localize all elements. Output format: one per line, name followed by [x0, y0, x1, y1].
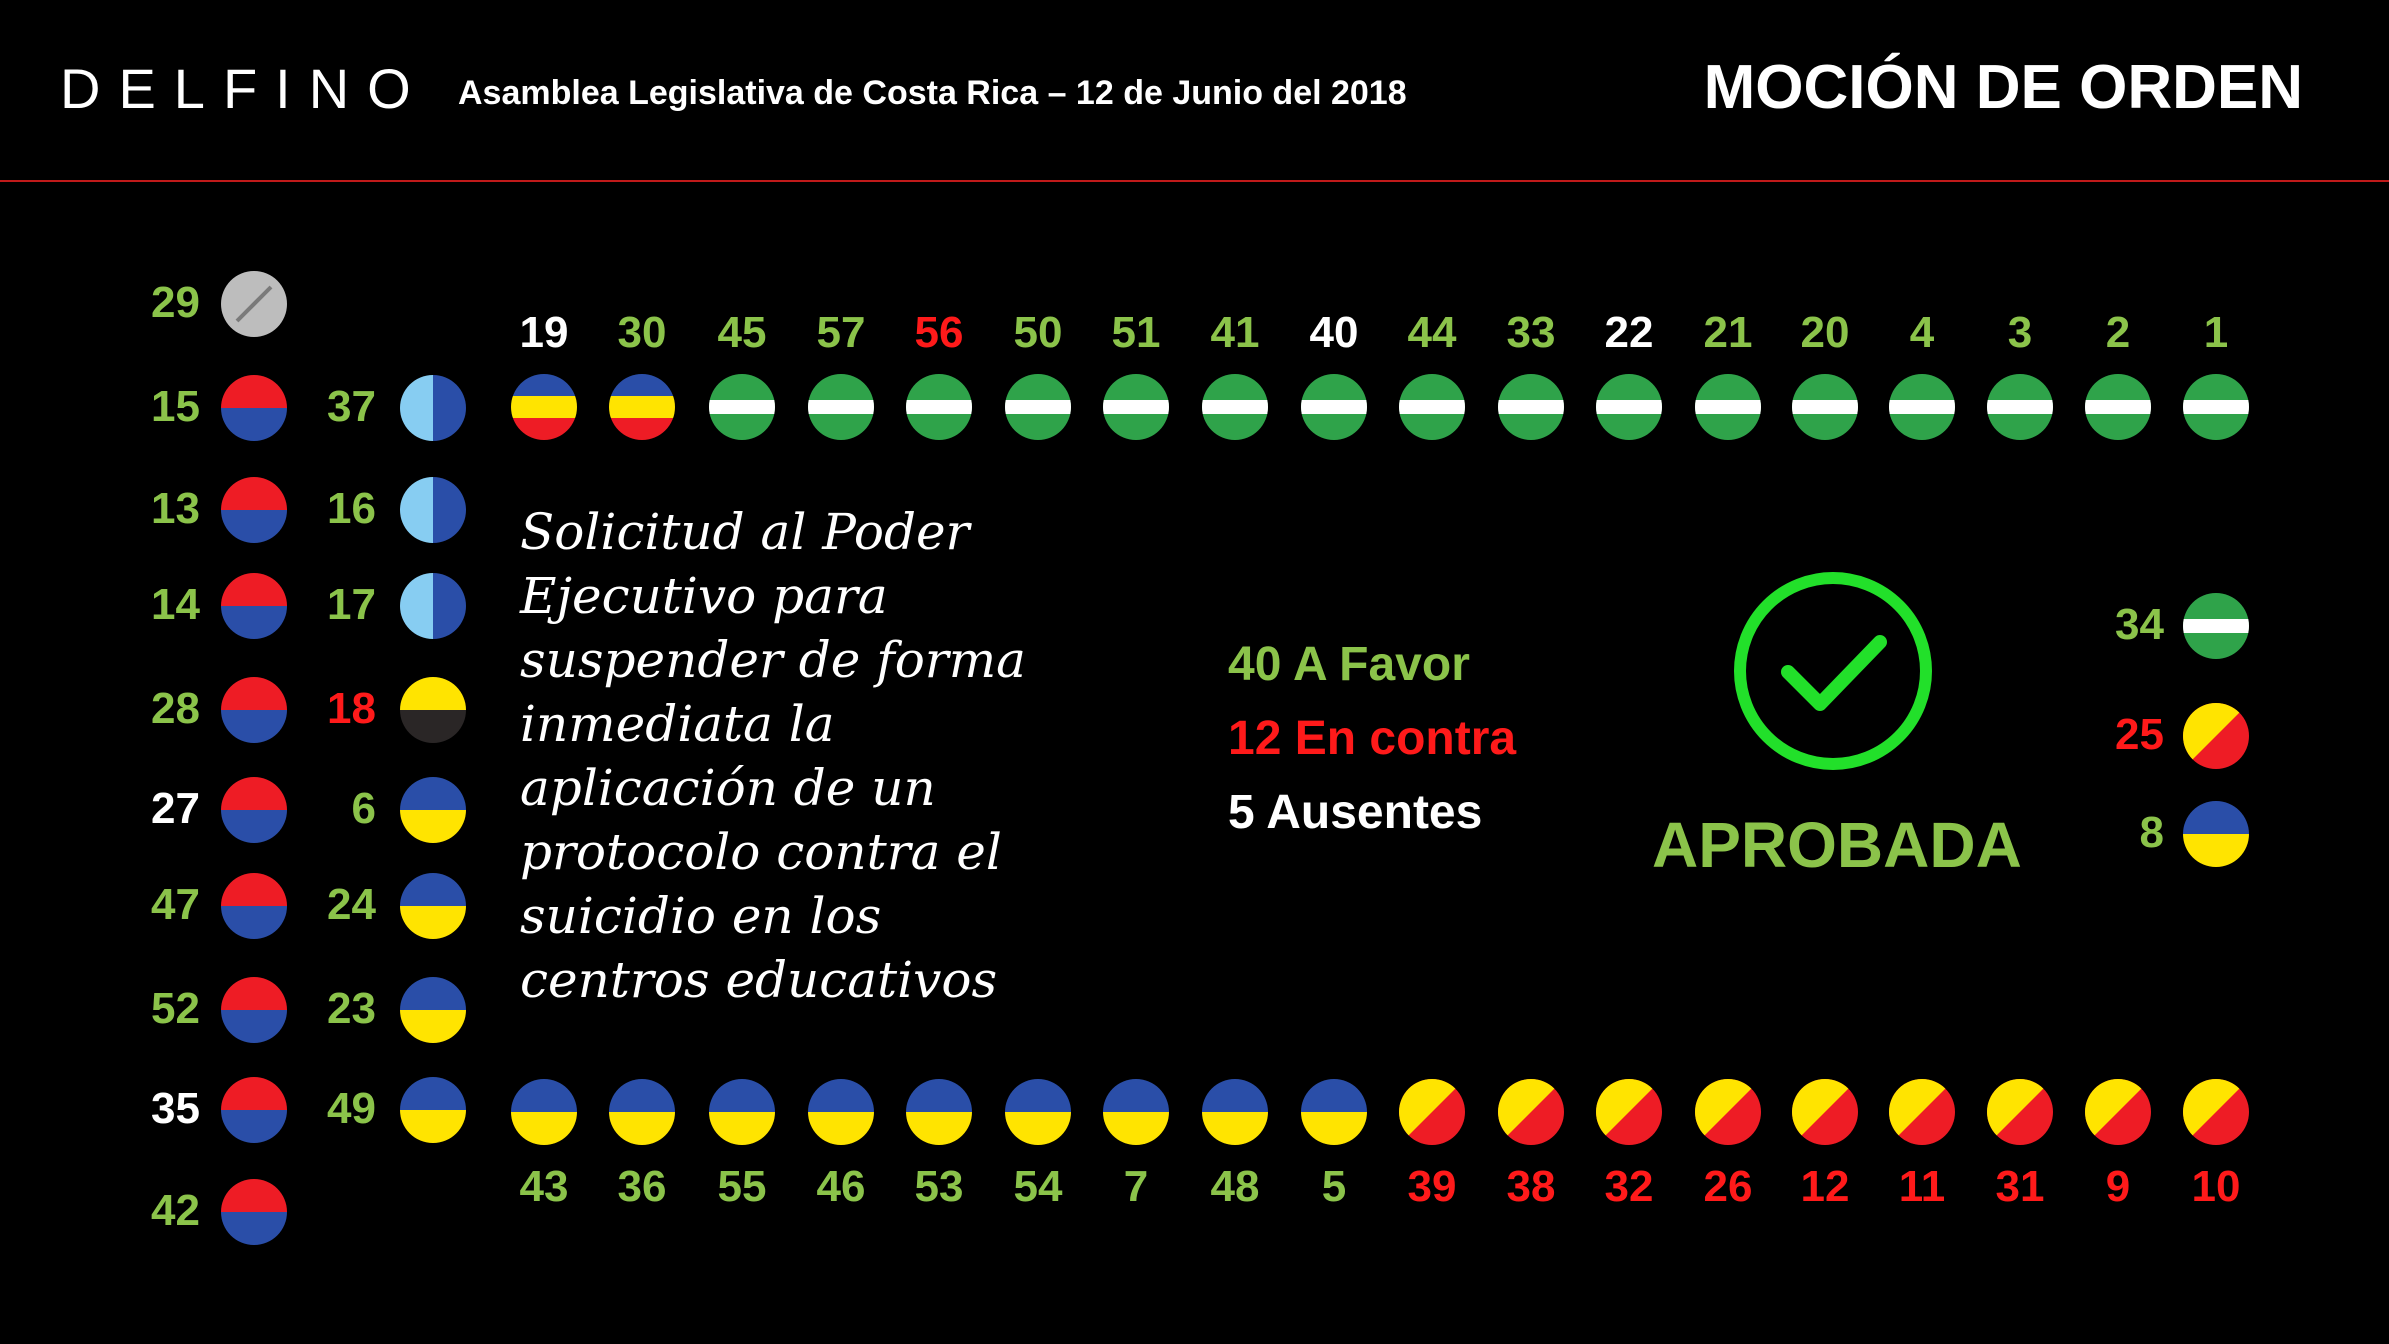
seat-number: 2 — [2105, 308, 2131, 357]
seat-number: 54 — [1013, 1162, 1063, 1211]
seat-red-blue — [221, 873, 287, 939]
seat-green-white — [808, 374, 874, 440]
seat-blue-yellow — [400, 1077, 466, 1143]
seat-number: 5 — [1321, 1162, 1347, 1211]
seat-number: 14 — [151, 580, 200, 629]
seat-number: 46 — [816, 1162, 866, 1211]
seat-green-white — [709, 374, 775, 440]
seat-number: 40 — [1309, 308, 1359, 357]
seat-number: 7 — [1123, 1162, 1149, 1211]
seat-number: 55 — [717, 1162, 767, 1211]
seat-yellow-red — [1596, 1079, 1662, 1145]
vote-tally — [1228, 628, 1516, 850]
seat-number: 15 — [151, 382, 200, 431]
seat-number: 47 — [151, 880, 200, 929]
seat-number: 34 — [2115, 600, 2164, 649]
seat-number: 17 — [327, 580, 376, 629]
seat-number: 24 — [327, 880, 376, 929]
seat-yellow-black — [400, 677, 466, 743]
seat-lightblue-blue — [400, 477, 466, 543]
seat-number: 57 — [816, 308, 866, 357]
seat-number: 50 — [1013, 308, 1063, 357]
seat-blue-yellow — [2183, 801, 2249, 867]
seat-yellow-red — [1695, 1079, 1761, 1145]
tally-favor: 40 A Favor — [1228, 638, 1470, 691]
seat-blue-yellow — [400, 977, 466, 1043]
seat-blue-yellow — [1103, 1079, 1169, 1145]
seat-blue-yellow — [1301, 1079, 1367, 1145]
seat-green-white — [1987, 374, 2053, 440]
seat-gray-slash — [221, 271, 287, 337]
seat-yellow-red — [2085, 1079, 2151, 1145]
seat-yellow-red — [1792, 1079, 1858, 1145]
seat-number: 43 — [519, 1162, 569, 1211]
seat-green-white — [1596, 374, 1662, 440]
seat-number: 51 — [1111, 308, 1161, 357]
seat-number: 44 — [1407, 308, 1457, 357]
seat-number: 49 — [327, 1084, 376, 1133]
seat-red-blue — [221, 1179, 287, 1245]
seat-red-blue — [221, 677, 287, 743]
seat-number: 26 — [1703, 1162, 1753, 1211]
seat-red-blue — [221, 1077, 287, 1143]
seat-number: 12 — [1800, 1162, 1850, 1211]
seat-number: 39 — [1407, 1162, 1457, 1211]
tally-ausentes: 5 Ausentes — [1228, 786, 1483, 839]
seat-number: 33 — [1506, 308, 1556, 357]
seat-green-white — [1498, 374, 1564, 440]
seat-number: 41 — [1210, 308, 1260, 357]
seat-number: 3 — [2007, 308, 2033, 357]
check-icon — [1730, 568, 1936, 774]
seat-red-blue — [221, 777, 287, 843]
seat-number: 19 — [519, 308, 569, 357]
seat-blue-yellow-red — [511, 374, 577, 440]
seat-blue-yellow — [511, 1079, 577, 1145]
seat-number: 9 — [2105, 1162, 2131, 1211]
seat-number: 31 — [1995, 1162, 2045, 1211]
seat-number: 21 — [1703, 308, 1753, 357]
seat-red-blue — [221, 477, 287, 543]
seat-number: 36 — [617, 1162, 667, 1211]
seat-number: 35 — [151, 1084, 200, 1133]
seat-number: 16 — [327, 484, 376, 533]
seat-green-white — [906, 374, 972, 440]
seat-number: 1 — [2203, 308, 2229, 357]
seat-number: 28 — [151, 684, 200, 733]
seat-green-white — [1695, 374, 1761, 440]
seat-number: 32 — [1604, 1162, 1654, 1211]
seat-number: 45 — [717, 308, 767, 357]
seat-number: 56 — [914, 308, 964, 357]
seat-yellow-red — [2183, 1079, 2249, 1145]
seat-red-blue — [221, 977, 287, 1043]
page-title: MOCIÓN DE ORDEN — [1703, 53, 2303, 122]
seat-yellow-red — [2183, 703, 2249, 769]
seat-blue-yellow — [609, 1079, 675, 1145]
seat-number: 42 — [151, 1186, 200, 1235]
seat-number: 25 — [2115, 710, 2164, 759]
seat-green-white — [2085, 374, 2151, 440]
seat-number: 23 — [327, 984, 376, 1033]
seat-yellow-red — [1399, 1079, 1465, 1145]
seat-blue-yellow — [709, 1079, 775, 1145]
seat-number: 38 — [1506, 1162, 1556, 1211]
result-status: APROBADA — [1652, 809, 2022, 881]
seat-lightblue-blue — [400, 375, 466, 441]
seat-blue-yellow — [400, 873, 466, 939]
seat-yellow-red — [1498, 1079, 1564, 1145]
seat-yellow-red — [1987, 1079, 2053, 1145]
seat-yellow-red — [1889, 1079, 1955, 1145]
seat-red-blue — [221, 573, 287, 639]
seat-green-white — [1792, 374, 1858, 440]
seat-number: 13 — [151, 484, 200, 533]
seat-green-white — [1301, 374, 1367, 440]
seat-red-blue — [221, 375, 287, 441]
seat-number: 27 — [151, 784, 200, 833]
seat-green-white — [1005, 374, 1071, 440]
seat-number: 4 — [1909, 308, 1935, 357]
seat-number: 6 — [351, 784, 376, 833]
seat-number: 48 — [1210, 1162, 1260, 1211]
subtitle: Asamblea Legislativa de Costa Rica – 12 de Junio del 2018 — [458, 74, 1407, 112]
seat-number: 30 — [617, 308, 667, 357]
seat-green-white — [1202, 374, 1268, 440]
seat-blue-yellow — [808, 1079, 874, 1145]
seat-blue-yellow — [1202, 1079, 1268, 1145]
seat-blue-yellow — [400, 777, 466, 843]
seat-number: 53 — [914, 1162, 964, 1211]
seat-number: 8 — [2139, 808, 2164, 857]
seat-number: 20 — [1800, 308, 1850, 357]
seat-number: 11 — [1898, 1162, 1946, 1211]
seat-green-white — [1399, 374, 1465, 440]
seat-green-white — [2183, 374, 2249, 440]
logo: DELFINO — [60, 57, 429, 120]
tally-contra: 12 En contra — [1228, 712, 1517, 765]
seat-blue-yellow — [906, 1079, 972, 1145]
seat-blue-yellow — [1005, 1079, 1071, 1145]
seat-blue-yellow-red — [609, 374, 675, 440]
seat-number: 29 — [151, 278, 200, 327]
seat-green-white — [1889, 374, 1955, 440]
seat-number: 52 — [151, 984, 200, 1033]
seat-green-white — [1103, 374, 1169, 440]
seat-number: 10 — [2191, 1162, 2241, 1211]
seat-lightblue-blue — [400, 573, 466, 639]
seat-number: 37 — [327, 382, 376, 431]
motion-description: Solicitud al Poder Ejecutivo para suspender de forma inmediata la aplicación de un protocolo contra el suicidio en los centros educativos — [520, 503, 1026, 1009]
seat-number: 22 — [1604, 308, 1654, 357]
seat-number: 18 — [327, 684, 376, 733]
seat-green-white — [2183, 593, 2249, 659]
